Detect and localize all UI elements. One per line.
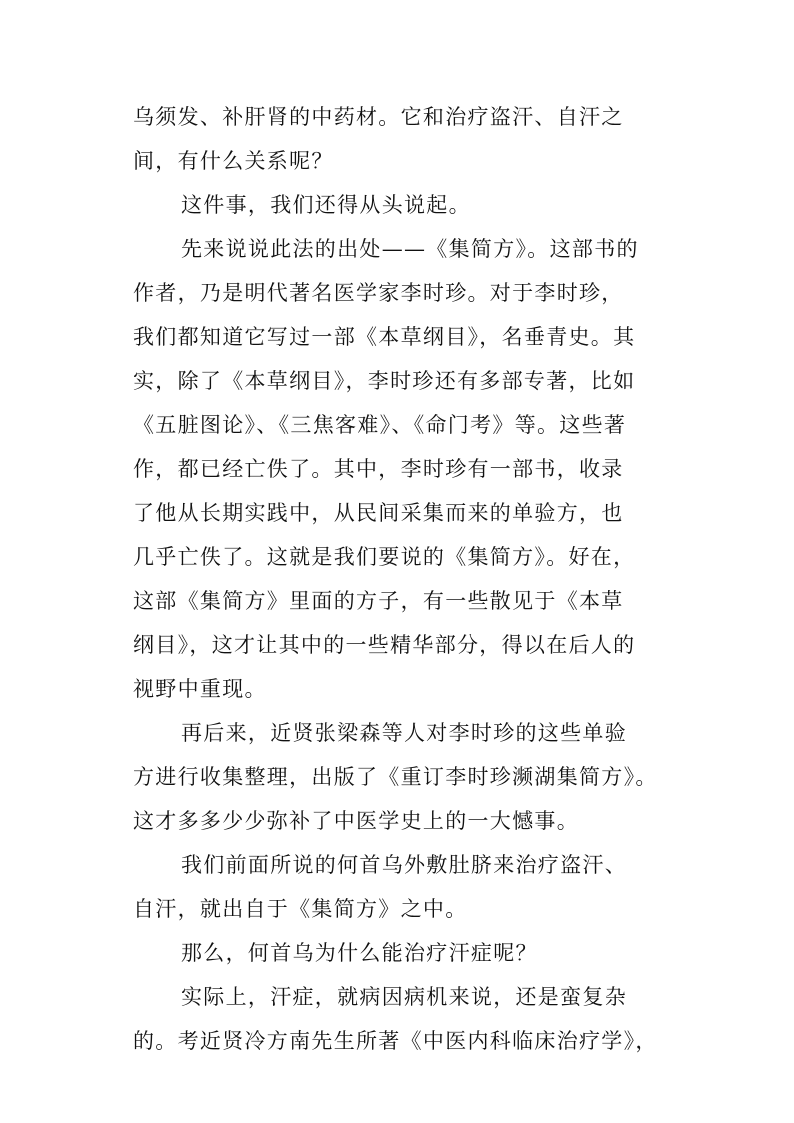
- text-line: 纲目》，这才让其中的一些精华部分，得以在后人的: [133, 633, 636, 657]
- text-line: 作者，乃是明代著名医学家李时珍。对于李时珍，: [133, 281, 624, 305]
- text-line: 那么，何首乌为什么能治疗汗症呢？: [181, 941, 538, 965]
- text-line: 自汗，就出自于《集简方》之中。: [133, 897, 468, 921]
- text-line: 实，除了《本草纲目》，李时珍还有多部专著，比如: [133, 369, 636, 393]
- text-line: 再后来，近贤张梁森等人对李时珍的这些单验: [181, 721, 627, 745]
- text-line: 《五脏图论》、《三焦客难》、《命门考》等。这些著: [133, 413, 627, 437]
- text-line: 间，有什么关系呢？: [133, 149, 334, 173]
- text-line: 的。考近贤冷方南先生所著《中医内科临床治疗学》，: [133, 1029, 658, 1053]
- text-line: 了他从长期实践中，从民间采集而来的单验方，也: [133, 501, 624, 525]
- text-line: 这才多多少少弥补了中医学史上的一大憾事。: [133, 809, 579, 833]
- body-text: [133, 95, 673, 1063]
- text-line: 这部《集简方》里面的方子，有一些散见于《本草: [133, 589, 624, 613]
- text-line: 我们前面所说的何首乌外敷肚脐来治疗盗汗、: [181, 853, 627, 877]
- text-line: 几乎亡佚了。这就是我们要说的《集简方》。好在，: [133, 545, 636, 569]
- text-line: 实际上，汗症，就病因病机来说，还是蛮复杂: [181, 985, 627, 1009]
- text-line: 视野中重现。: [133, 677, 267, 701]
- text-line: 作，都已经亡佚了。其中，李时珍有一部书，收录: [133, 457, 624, 481]
- text-line: 乌须发、补肝肾的中药材。它和治疗盗汗、自汗之: [133, 105, 624, 129]
- text-line: 方进行收集整理，出版了《重订李时珍濒湖集简方》。: [133, 765, 658, 789]
- text-line: 这件事，我们还得从头说起。: [181, 193, 471, 217]
- text-line: 我们都知道它写过一部《本草纲目》，名垂青史。其: [133, 325, 636, 349]
- text-line: 先来说说此法的出处——《集简方》。这部书的: [181, 237, 639, 261]
